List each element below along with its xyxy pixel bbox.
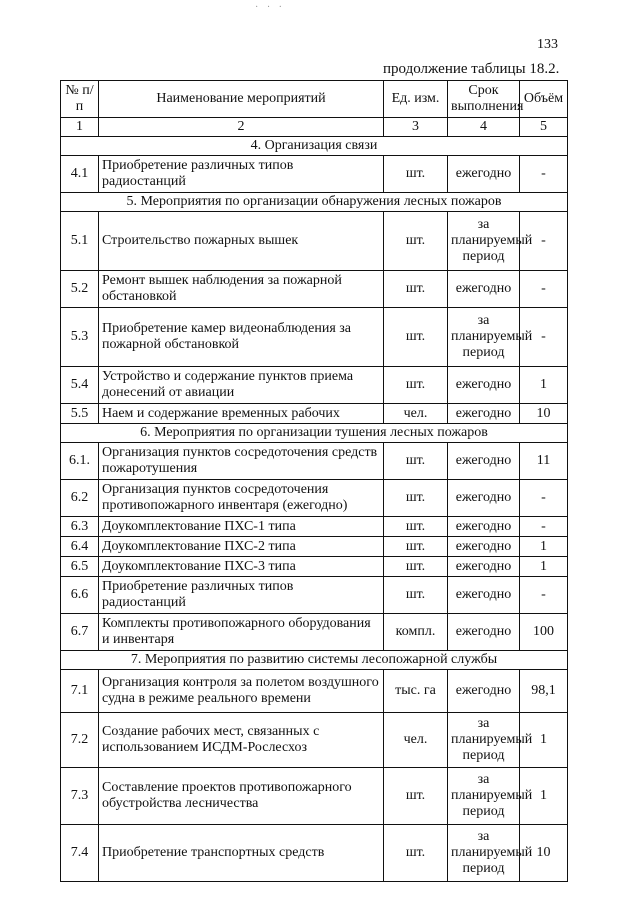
page-number: 133 — [537, 37, 558, 52]
cell-unit: шт. — [384, 517, 448, 537]
cell-unit: шт. — [384, 443, 448, 480]
cell-name: Создание рабочих мест, связанных с использованием ИСДМ-Рослесхоз — [99, 713, 384, 768]
cell-number: 6.3 — [61, 517, 99, 537]
measures-table — [60, 80, 568, 882]
cell-unit: шт. — [384, 557, 448, 577]
section-title: 4. Организация связи — [61, 137, 568, 156]
table-row — [61, 443, 568, 480]
table-row — [61, 557, 568, 577]
cell-volume: 10 — [520, 825, 568, 882]
cell-name: Наем и содержание временных рабочих — [99, 404, 384, 424]
cell-unit: шт. — [384, 212, 448, 271]
table-row — [61, 713, 568, 768]
index-row — [61, 118, 568, 137]
table-body — [61, 137, 568, 882]
table-caption: продолжение таблицы 18.2. — [383, 61, 560, 77]
cell-volume: 1 — [520, 713, 568, 768]
cell-name: Организация пунктов сосредоточения противопожарного инвентаря (ежегодно) — [99, 480, 384, 517]
cell-unit: шт. — [384, 537, 448, 557]
index-cell: 4 — [448, 118, 520, 137]
section-title: 7. Мероприятия по развитию системы лесопожарной службы — [61, 651, 568, 670]
cell-name: Доукомплектование ПХС-2 типа — [99, 537, 384, 557]
table-row — [61, 670, 568, 713]
cell-volume: 1 — [520, 768, 568, 825]
header-num: № п/п — [61, 81, 99, 118]
cell-number: 5.1 — [61, 212, 99, 271]
table-row — [61, 480, 568, 517]
index-cell: 2 — [99, 118, 384, 137]
cell-unit: чел. — [384, 404, 448, 424]
section-title: 5. Мероприятия по организации обнаружения лесных пожаров — [61, 193, 568, 212]
cell-term: за планируемый период — [448, 713, 520, 768]
table-row — [61, 212, 568, 271]
cell-volume: - — [520, 212, 568, 271]
cell-number: 7.4 — [61, 825, 99, 882]
cell-term: ежегодно — [448, 517, 520, 537]
cell-unit: шт. — [384, 825, 448, 882]
cell-name: Доукомплектование ПХС-1 типа — [99, 517, 384, 537]
cell-term: ежегодно — [448, 557, 520, 577]
cell-volume: 1 — [520, 557, 568, 577]
cell-name: Приобретение различных типов радиостанций — [99, 156, 384, 193]
cell-number: 6.1. — [61, 443, 99, 480]
cell-unit: чел. — [384, 713, 448, 768]
cell-name: Приобретение различных типов радиостанций — [99, 577, 384, 614]
cell-volume: - — [520, 577, 568, 614]
cell-name: Строительство пожарных вышек — [99, 212, 384, 271]
cell-volume: 11 — [520, 443, 568, 480]
cell-name: Организация пунктов сосредоточения средств пожаротушения — [99, 443, 384, 480]
cell-volume: 10 — [520, 404, 568, 424]
cell-name: Ремонт вышек наблюдения за пожарной обстановкой — [99, 271, 384, 308]
index-cell: 1 — [61, 118, 99, 137]
cell-unit: компл. — [384, 614, 448, 651]
section-row — [61, 424, 568, 443]
cell-unit: шт. — [384, 156, 448, 193]
cell-term: за планируемый период — [448, 308, 520, 367]
cell-number: 6.2 — [61, 480, 99, 517]
table-row — [61, 768, 568, 825]
cell-volume: - — [520, 156, 568, 193]
section-row — [61, 137, 568, 156]
cell-term: за планируемый период — [448, 768, 520, 825]
cell-term: ежегодно — [448, 404, 520, 424]
cell-number: 6.4 — [61, 537, 99, 557]
header-name: Наименование мероприятий — [99, 81, 384, 118]
cell-volume: - — [520, 308, 568, 367]
header-term: Срок выполнения — [448, 81, 520, 118]
cell-number: 5.2 — [61, 271, 99, 308]
cell-unit: шт. — [384, 271, 448, 308]
scan-marks: · · · — [255, 2, 285, 13]
cell-number: 5.4 — [61, 367, 99, 404]
cell-number: 7.2 — [61, 713, 99, 768]
cell-term: ежегодно — [448, 537, 520, 557]
cell-number: 6.5 — [61, 557, 99, 577]
index-cell: 3 — [384, 118, 448, 137]
cell-term: ежегодно — [448, 614, 520, 651]
cell-term: за планируемый период — [448, 825, 520, 882]
table-row — [61, 517, 568, 537]
cell-unit: шт. — [384, 577, 448, 614]
cell-name: Доукомплектование ПХС-3 типа — [99, 557, 384, 577]
cell-name: Организация контроля за полетом воздушного судна в режиме реального времени — [99, 670, 384, 713]
table-row — [61, 271, 568, 308]
table-row — [61, 577, 568, 614]
table-row — [61, 825, 568, 882]
cell-unit: шт. — [384, 308, 448, 367]
cell-name: Приобретение камер видеонаблюдения за пожарной обстановкой — [99, 308, 384, 367]
cell-term: ежегодно — [448, 156, 520, 193]
cell-volume: 1 — [520, 367, 568, 404]
cell-term: ежегодно — [448, 577, 520, 614]
cell-number: 4.1 — [61, 156, 99, 193]
table-row — [61, 156, 568, 193]
cell-volume: - — [520, 517, 568, 537]
cell-term: ежегодно — [448, 443, 520, 480]
table-row — [61, 537, 568, 557]
cell-name: Комплекты противопожарного оборудования и инвентаря — [99, 614, 384, 651]
cell-unit: шт. — [384, 768, 448, 825]
cell-number: 5.3 — [61, 308, 99, 367]
cell-volume: 98,1 — [520, 670, 568, 713]
cell-term: ежегодно — [448, 271, 520, 308]
cell-volume: 1 — [520, 537, 568, 557]
header-volume: Объём — [520, 81, 568, 118]
cell-term: ежегодно — [448, 367, 520, 404]
cell-volume: - — [520, 271, 568, 308]
cell-volume: 100 — [520, 614, 568, 651]
table-row — [61, 404, 568, 424]
cell-term: ежегодно — [448, 670, 520, 713]
cell-number: 7.1 — [61, 670, 99, 713]
cell-number: 6.7 — [61, 614, 99, 651]
cell-unit: шт. — [384, 367, 448, 404]
table-row — [61, 614, 568, 651]
cell-name: Приобретение транспортных средств — [99, 825, 384, 882]
cell-name: Составление проектов противопожарного обустройства лесничества — [99, 768, 384, 825]
cell-unit: тыс. га — [384, 670, 448, 713]
cell-number: 6.6 — [61, 577, 99, 614]
section-title: 6. Мероприятия по организации тушения лесных пожаров — [61, 424, 568, 443]
section-row — [61, 651, 568, 670]
cell-name: Устройство и содержание пунктов приема донесений от авиации — [99, 367, 384, 404]
cell-number: 7.3 — [61, 768, 99, 825]
header-row — [61, 81, 568, 118]
cell-number: 5.5 — [61, 404, 99, 424]
cell-unit: шт. — [384, 480, 448, 517]
header-unit: Ед. изм. — [384, 81, 448, 118]
cell-term: за планируемый период — [448, 212, 520, 271]
cell-term: ежегодно — [448, 480, 520, 517]
section-row — [61, 193, 568, 212]
table-row — [61, 367, 568, 404]
cell-volume: - — [520, 480, 568, 517]
table-row — [61, 308, 568, 367]
index-cell: 5 — [520, 118, 568, 137]
